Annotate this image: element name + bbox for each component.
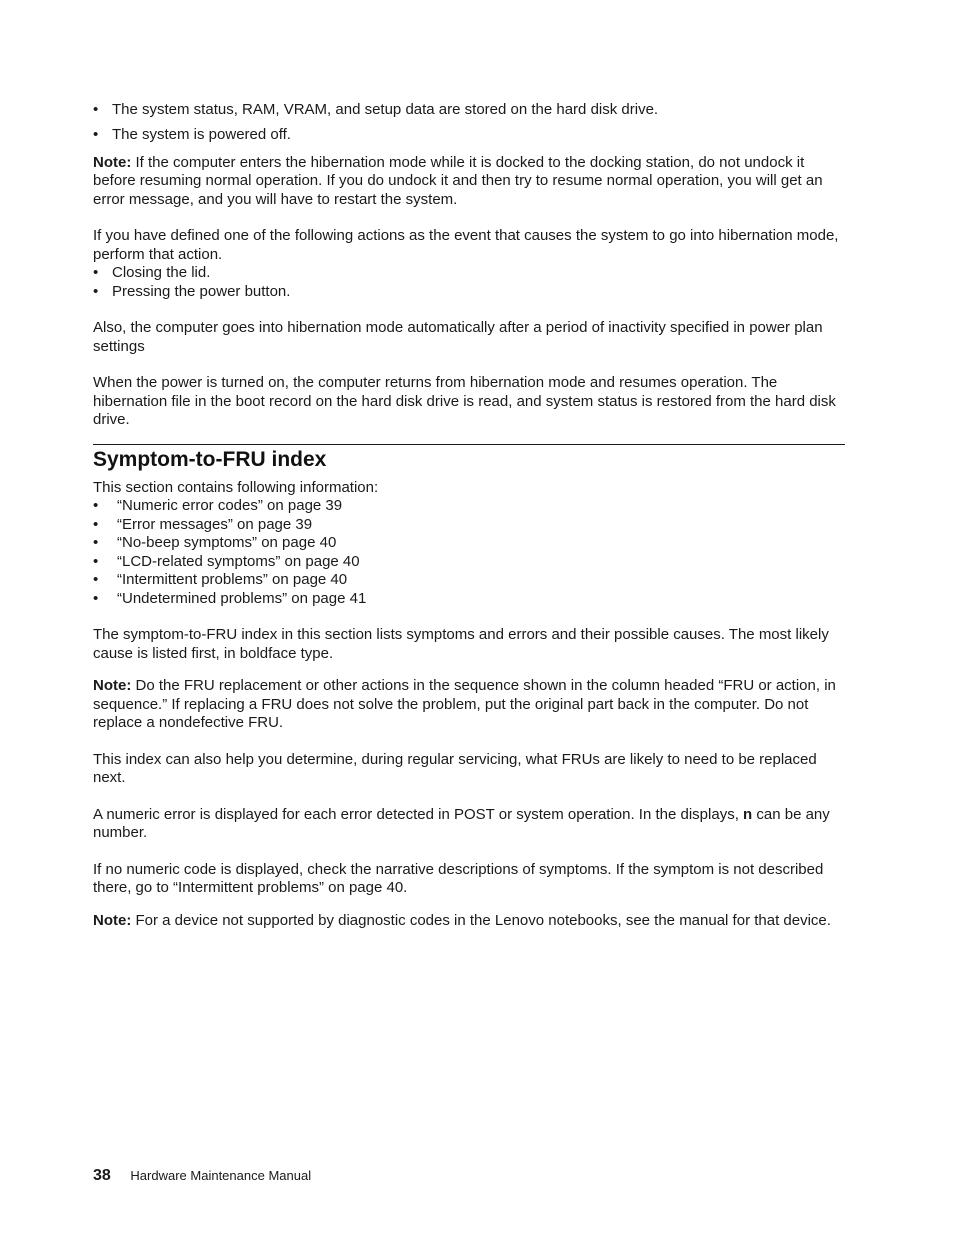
list-item: • “Undetermined problems” on page 41 (93, 590, 845, 609)
hibernation-state-list (93, 101, 845, 145)
note-docking (93, 154, 845, 210)
index-list (93, 497, 845, 608)
paragraph-index: The symptom-to-FRU index in this section lists symptoms and errors and their possible causes. The most likely cause is listed first, in boldface type. (93, 626, 829, 662)
list-item: • “Numeric error codes” on page 39 (93, 497, 845, 516)
page-number: 38 (93, 1167, 111, 1184)
note-text: For a device not supported by diagnostic codes in the Lenovo notebooks, see the manual for that device. (135, 911, 831, 929)
page-content (93, 101, 845, 930)
variable-n: n (743, 805, 753, 823)
paragraph-actions: If you have defined one of the following actions as the event that causes the system to go into hibernation mode, perform that action. (93, 227, 839, 263)
action-list (93, 264, 845, 301)
paragraph-no-code: If no numeric code is displayed, check the narrative descriptions of symptoms. If the symptom is not described there, go to “Intermittent problems” on page 40. (93, 860, 824, 896)
paragraph-text: can be any number. (93, 805, 830, 841)
paragraph-numeric (93, 806, 845, 843)
note-fru-sequence (93, 677, 845, 733)
list-item: • Pressing the power button. (93, 283, 845, 302)
list-item: • “No-beep symptoms” on page 40 (93, 534, 845, 553)
paragraph-servicing: This index can also help you determine, during regular servicing, what FRUs are likely to need to be replaced next. (93, 750, 817, 786)
section-title: Symptom-to-FRU index (93, 447, 327, 471)
note-text: If the computer enters the hibernation mode while it is docked to the docking station, do not undock it before resuming normal operation. If you do undock it and then try to resume normal operation, you will get an error message, and you will have to restart the system. (93, 153, 823, 208)
note-label: Note: (93, 911, 132, 929)
note-label: Note: (93, 153, 132, 171)
paragraph-text: A numeric error is displayed for each error detected in POST or system operation. In the displays, (93, 805, 739, 823)
section-divider (93, 444, 845, 445)
note-text: Do the FRU replacement or other actions in the sequence shown in the column headed “FRU or action, in sequence.” If replacing a FRU does not solve the problem, put the original part back in the computer. Do not replace a nondefective FRU. (93, 677, 836, 731)
page-footer (93, 1166, 311, 1186)
list-item: • “Error messages” on page 39 (93, 516, 845, 535)
list-item: • “Intermittent problems” on page 40 (93, 571, 845, 590)
section-lead: This section contains following information: (93, 478, 379, 496)
list-item: • “LCD-related symptoms” on page 40 (93, 553, 845, 572)
list-item: • Closing the lid. (93, 264, 845, 283)
note-label: Note: (93, 677, 132, 694)
manual-title: Hardware Maintenance Manual (130, 1168, 312, 1183)
list-item: • The system status, RAM, VRAM, and setup data are stored on the hard disk drive. (93, 101, 845, 120)
note-device (93, 912, 845, 931)
paragraph-inactivity: Also, the computer goes into hibernation mode automatically after a period of inactivity specified in power plan settings (93, 319, 823, 355)
list-item: • The system is powered off. (93, 126, 845, 145)
paragraph-power-on: When the power is turned on, the computer returns from hibernation mode and resumes operation. The hibernation file in the boot record on the hard disk drive is read, and system status is restored from the hard disk drive. (93, 374, 836, 428)
